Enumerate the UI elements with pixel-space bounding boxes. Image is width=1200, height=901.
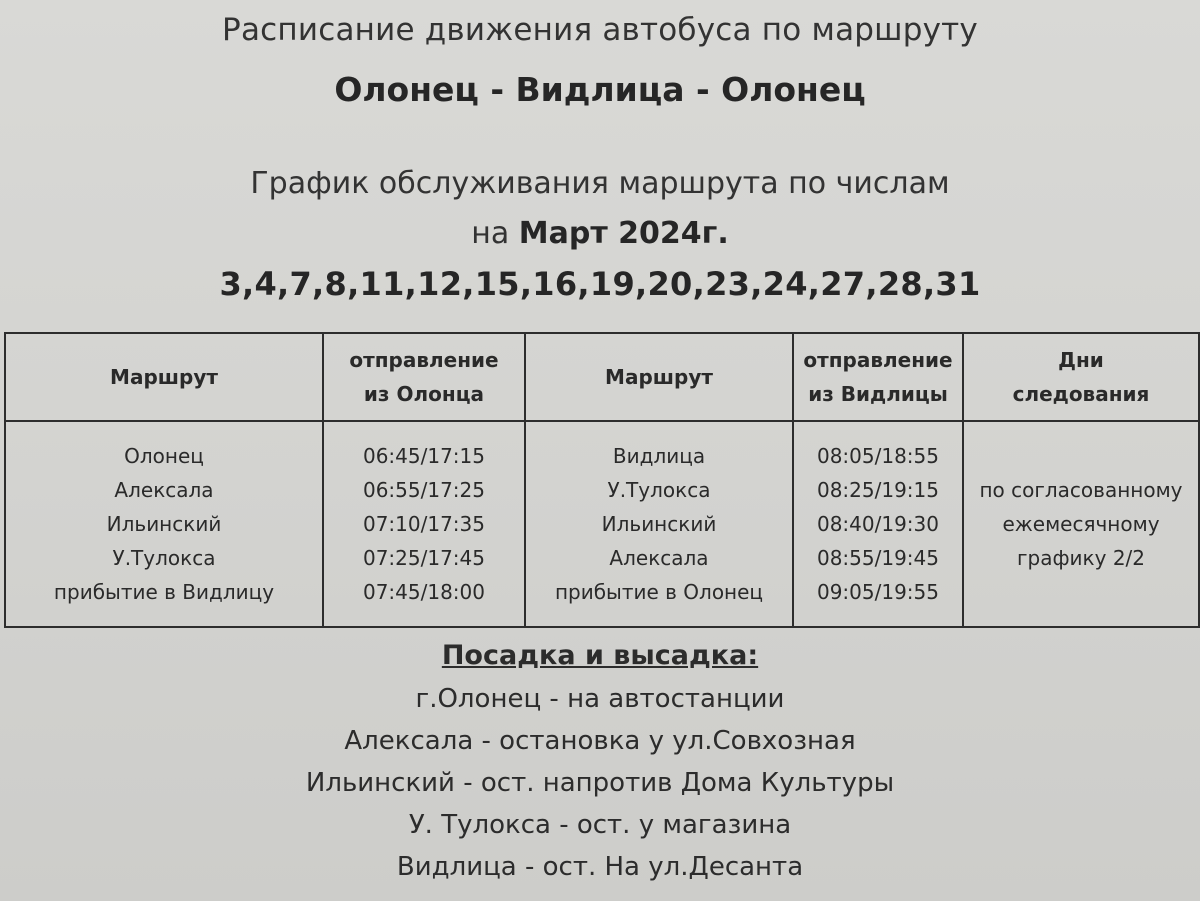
list-item: 07:45/18:00 <box>362 580 485 604</box>
header-route-b: Маршрут <box>525 333 793 421</box>
list-item: графику 2/2 <box>1016 546 1146 570</box>
list-item: Ильинский <box>106 512 222 536</box>
list-item: У.Тулокса <box>607 478 711 502</box>
route-title: Олонец - Видлица - Олонец <box>334 70 866 109</box>
list-item: 09:05/19:55 <box>816 580 939 604</box>
schedule-month-line <box>0 216 1200 251</box>
list-item: 08:55/19:45 <box>816 546 939 570</box>
boarding-stop: г.Олонец - на автостанции <box>415 684 785 714</box>
list-item: Алексала <box>114 478 214 502</box>
list-item: Видлица <box>612 444 706 468</box>
table-row <box>5 421 1199 627</box>
list-item: 06:45/17:15 <box>362 444 485 468</box>
list-item: ежемесячному <box>1002 512 1160 536</box>
boarding-stop: Ильинский - ост. напротив Дома Культуры <box>305 768 895 798</box>
table-header-row <box>5 333 1199 421</box>
boarding-heading: Посадка и высадка: <box>441 640 759 671</box>
list-item: 07:10/17:35 <box>362 512 485 536</box>
schedule-subtitle: График обслуживания маршрута по числам <box>250 166 950 201</box>
list-item: Олонец <box>124 444 204 468</box>
month-name: Март 2024г. <box>518 216 729 251</box>
list-item: 08:05/18:55 <box>816 444 939 468</box>
list-item: прибытие в Видлицу <box>53 580 275 604</box>
list-item: 07:25/17:45 <box>362 546 485 570</box>
list-item: Алексала <box>609 546 709 570</box>
list-item: прибытие в Олонец <box>554 580 764 604</box>
route-a-times <box>323 421 525 627</box>
month-prefix: на <box>471 216 510 251</box>
boarding-stop: Алексала - остановка у ул.Совхозная <box>344 726 856 756</box>
route-a-stops <box>5 421 323 627</box>
list-item: 08:40/19:30 <box>816 512 939 536</box>
route-b-times <box>793 421 963 627</box>
header-days: Дни следования <box>963 333 1199 421</box>
boarding-stop: Видлица - ост. На ул.Десанта <box>396 852 804 882</box>
route-b-stops <box>525 421 793 627</box>
header-depart-olonets: отправление из Олонца <box>323 333 525 421</box>
list-item: Ильинский <box>601 512 717 536</box>
list-item: У.Тулокса <box>112 546 216 570</box>
boarding-stop: У. Тулокса - ост. у магазина <box>408 810 792 840</box>
list-item: по согласованному <box>979 478 1183 502</box>
header-route-a: Маршрут <box>5 333 323 421</box>
schedule-table <box>4 332 1200 628</box>
service-dates: 3,4,7,8,11,12,15,16,19,20,23,24,27,28,31 <box>219 265 981 303</box>
title-line-1: Расписание движения автобуса по маршруту <box>222 12 978 48</box>
list-item: 06:55/17:25 <box>362 478 485 502</box>
days-of-service <box>963 421 1199 627</box>
header-depart-vidlitsa: отправление из Видлицы <box>793 333 963 421</box>
list-item: 08:25/19:15 <box>816 478 939 502</box>
